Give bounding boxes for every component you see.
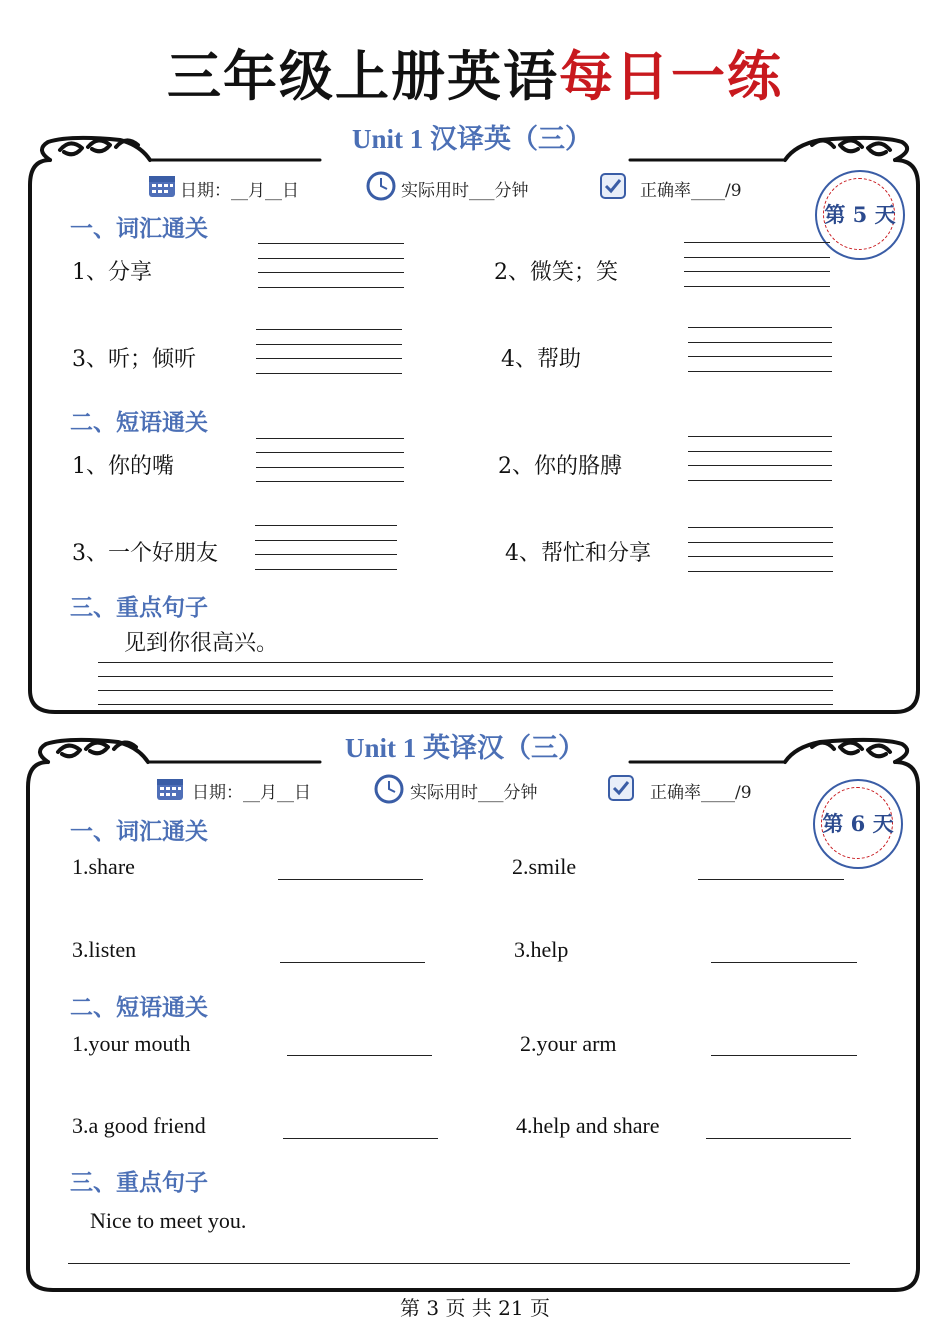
card2-q1: 1.share: [72, 854, 135, 879]
card1-p1: 1、你的嘴: [72, 454, 174, 479]
card2-q2: 2.smile: [512, 854, 577, 879]
card1-section-phrase: 二、短语通关: [70, 410, 208, 436]
card1-q1: 1、分享: [72, 260, 152, 285]
calendar-icon: [148, 172, 176, 198]
card2-p2: 2.your arm: [520, 1031, 617, 1056]
card1-q3: 3、听；倾听: [72, 347, 196, 372]
answer-line[interactable]: [706, 1138, 851, 1139]
answer-line[interactable]: [68, 1263, 850, 1264]
card2-stamp-text: 第 6 天: [822, 811, 894, 836]
card1-p2: 2、你的胳膊: [498, 454, 622, 479]
card1-section-sentence: 三、重点句子: [70, 595, 208, 621]
checkbox-icon: [607, 774, 635, 802]
title-accent: 每日一练: [559, 45, 783, 108]
answer-line[interactable]: [711, 1055, 857, 1056]
card2-q4: 3.help: [514, 937, 569, 962]
answer-line[interactable]: [280, 962, 425, 963]
card1-q4: 4、帮助: [501, 347, 581, 372]
day-stamp: [815, 170, 905, 260]
card1-p4: 4、帮忙和分享: [505, 541, 651, 566]
answer-line[interactable]: [278, 879, 423, 880]
page-footer: 第 3 页 共 21 页: [400, 1296, 550, 1320]
title-main: 三年级上册英语: [167, 45, 559, 108]
card2-p1: 1.your mouth: [72, 1031, 191, 1056]
answer-line[interactable]: [711, 962, 857, 963]
card2-q3: 3.listen: [72, 937, 137, 962]
card2-date: 日期：__月__日: [192, 783, 311, 803]
clock-icon: [366, 171, 396, 201]
calendar-icon: [156, 775, 184, 801]
day-stamp: [813, 779, 903, 869]
card1-sentence: 见到你很高兴。: [124, 631, 279, 656]
card2-accuracy: 正确率____/9: [650, 783, 752, 803]
page-title: [0, 34, 950, 111]
card1-unit-title: Unit 1 汉译英（三）: [352, 124, 593, 154]
answer-line[interactable]: [283, 1138, 438, 1139]
card2-p4: 4.help and share: [516, 1113, 660, 1138]
answer-line[interactable]: [287, 1055, 432, 1056]
checkbox-icon: [599, 172, 627, 200]
card2-section-vocab: 一、词汇通关: [70, 819, 208, 845]
answer-line[interactable]: [698, 879, 844, 880]
card1-time: 实际用时___分钟: [401, 181, 529, 201]
card1-p3: 3、一个好朋友: [72, 541, 218, 566]
card2-sentence: Nice to meet you.: [90, 1208, 247, 1233]
card1-q2: 2、微笑；笑: [494, 260, 618, 285]
card1-accuracy: 正确率____/9: [640, 181, 742, 201]
card2-unit-title: Unit 1 英译汉（三）: [345, 733, 586, 763]
card2-p3: 3.a good friend: [72, 1113, 206, 1138]
card1-stamp-text: 第 5 天: [824, 202, 896, 227]
card2-time: 实际用时___分钟: [410, 783, 538, 803]
card2-section-phrase: 二、短语通关: [70, 995, 208, 1021]
card2-section-sentence: 三、重点句子: [70, 1170, 208, 1196]
card1-date: 日期：__月__日: [180, 181, 299, 201]
clock-icon: [374, 774, 404, 804]
card1-section-vocab: 一、词汇通关: [70, 216, 208, 242]
